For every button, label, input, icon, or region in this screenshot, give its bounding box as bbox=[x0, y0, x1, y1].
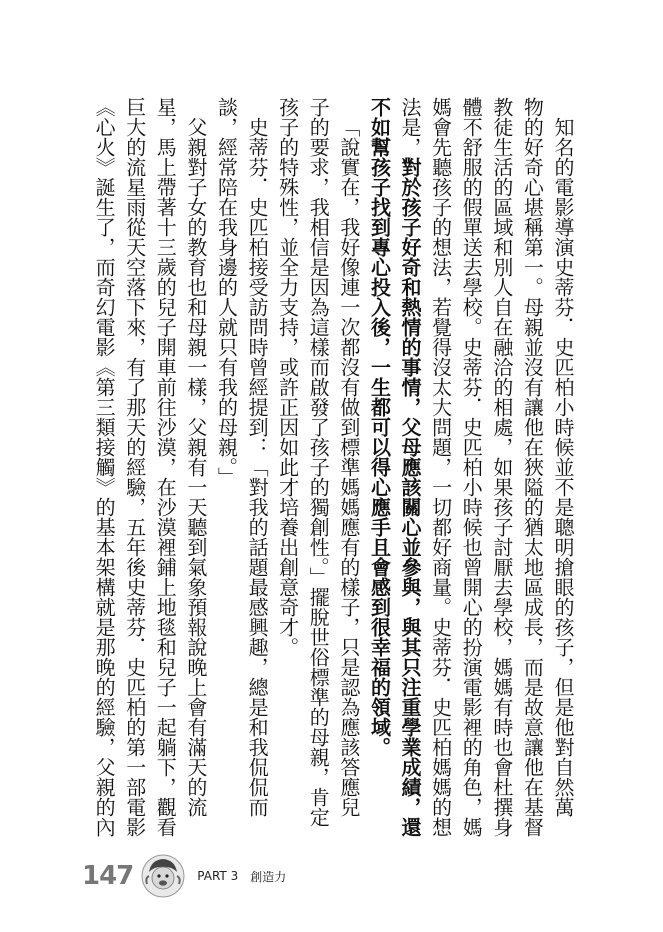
text-line: 談，經常陪在我身邊的人就只有我的母親。」 bbox=[214, 97, 239, 487]
text-line: 子的要求，我相信是因為這樣而啟發了孩子的獨創性。」擺脫世俗標準的母親，肯定 bbox=[306, 97, 331, 827]
emphasis-line: 不如幫孩子找到專心投入後，一生都可以得心應手且會感到很幸福的領域。 bbox=[367, 97, 392, 757]
text-segment: 法是， bbox=[398, 97, 423, 157]
text-line bbox=[394, 97, 425, 837]
part-label: PART 3 bbox=[197, 869, 239, 883]
text-line: 體不舒服的假單送去學校。史蒂芬．史匹柏小時候也曾開心的扮演電影裡的角色，媽 bbox=[459, 97, 484, 837]
quote-line: 「說實在，我好像連一次都沒有做到標準媽媽應有的樣子，只是認為應該答應兒 bbox=[336, 117, 361, 817]
text-line: 巨大的流星雨從天空落下來，有了那天的經驗，五年後史蒂芬．史匹柏的第一部電影 bbox=[122, 97, 147, 837]
body-text bbox=[89, 97, 579, 837]
page-number: 147 bbox=[82, 861, 134, 891]
text-line: 父親對子女的教育也和母親一樣，父親有一天聽到氣象預報說晚上會有滿天的流 bbox=[183, 117, 208, 817]
text-line: 史蒂芬．史匹柏接受訪問時曾經提到：「對我的話題最感興趣，總是和我侃侃而 bbox=[245, 117, 270, 817]
text-line: 星，馬上帶著十三歲的兒子開車前往沙漠，在沙漠裡鋪上地毯和兒子一起躺下，觀看 bbox=[153, 97, 178, 837]
text-line: 孩子的特殊性，並全力支持，或許正因如此才培養出創意奇才。 bbox=[275, 97, 300, 657]
text-line: 教徒生活的區域和別人自在融洽的相處，如果孩子討厭去學校，媽媽有時也會杜撰身 bbox=[489, 97, 514, 837]
page-footer bbox=[82, 856, 286, 896]
text-line: 媽會先聽孩子的想法，若覺得沒太大問題，一切都好商量。史蒂芬．史匹柏媽媽的想 bbox=[428, 97, 453, 837]
text-line: 物的好奇心堪稱第一。母親並沒有讓他在狹隘的猶太地區成長，而是故意讓他在基督 bbox=[520, 97, 545, 837]
text-line: 《心火》誕生了，而奇幻電影《第三類接觸》的基本架構就是那晚的經驗，父親的內 bbox=[92, 97, 117, 837]
text-line: 知名的電影導演史蒂芬．史匹柏小時候並不是聰明搶眼的孩子，但是他對自然萬 bbox=[551, 117, 575, 817]
section-label: 創造力 bbox=[250, 869, 287, 884]
child-face-icon bbox=[141, 854, 185, 898]
emphasis-text: 對於孩子好奇和熱情的事情，父母應該關心並參與，與其只注重學業成績，還 bbox=[398, 157, 423, 837]
